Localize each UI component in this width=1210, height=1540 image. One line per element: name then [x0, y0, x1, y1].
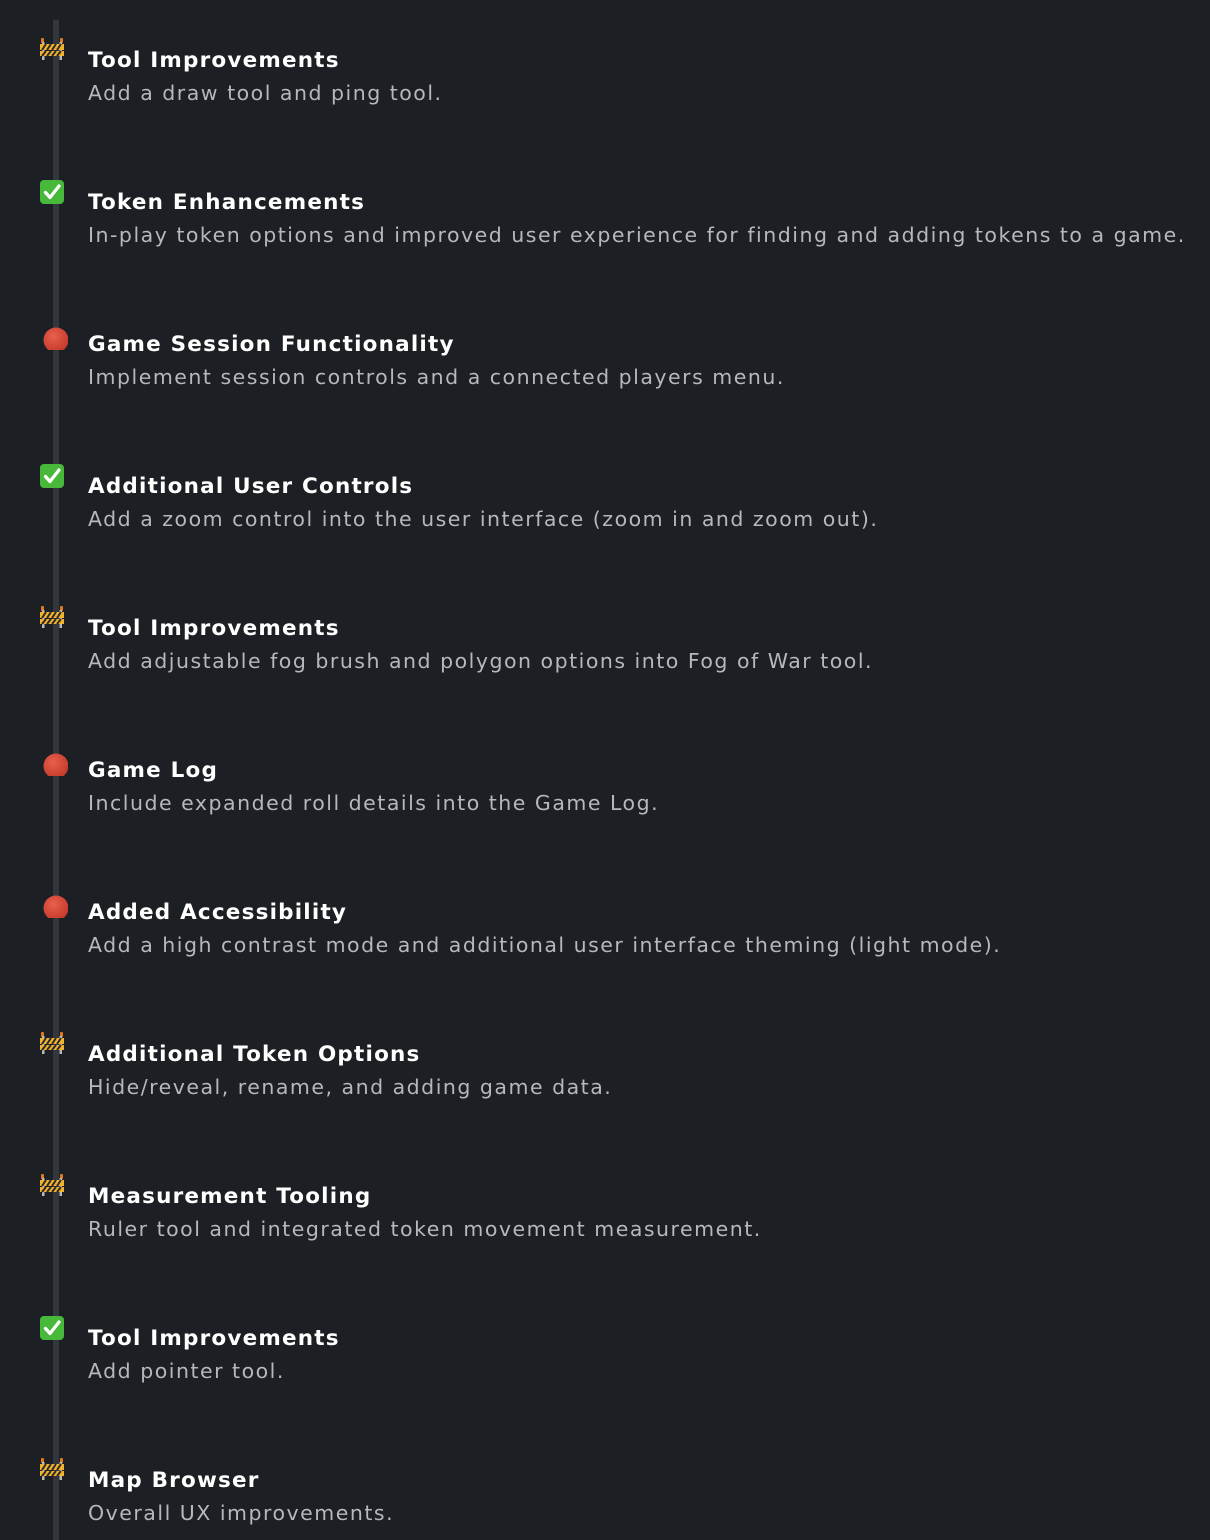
roadmap-item: [0, 1024, 1210, 1144]
construction-barrier-icon: [38, 604, 68, 634]
roadmap-item: [0, 882, 1210, 1002]
item-description: Add adjustable fog brush and polygon options into Fog of War tool.: [88, 649, 874, 673]
roadmap-item: [0, 598, 1210, 718]
construction-barrier-icon: [38, 1172, 68, 1202]
item-title: Tool Improvements: [88, 1326, 340, 1351]
item-title: Additional Token Options: [88, 1042, 421, 1067]
item-description: Overall UX improvements.: [88, 1501, 395, 1525]
item-title: Measurement Tooling: [88, 1184, 372, 1209]
check-mark-icon: [38, 1314, 68, 1344]
construction-barrier-icon: [38, 1030, 68, 1060]
roadmap-item: [0, 1166, 1210, 1286]
roadmap-item: [0, 456, 1210, 576]
roadmap-item: [0, 172, 1210, 292]
check-mark-icon: [38, 462, 68, 492]
construction-barrier-icon: [38, 1456, 68, 1486]
item-title: Map Browser: [88, 1468, 260, 1493]
item-title: Added Accessibility: [88, 900, 348, 925]
item-description: Add pointer tool.: [88, 1359, 285, 1383]
red-circle-icon: [38, 320, 68, 350]
item-description: Include expanded roll details into the Game Log.: [88, 791, 660, 815]
item-title: Game Session Functionality: [88, 332, 455, 357]
red-circle-icon: [38, 746, 68, 776]
item-title: Token Enhancements: [88, 190, 366, 215]
item-title: Tool Improvements: [88, 48, 340, 73]
item-description: Add a high contrast mode and additional user interface theming (light mode).: [88, 933, 1002, 957]
item-title: Additional User Controls: [88, 474, 414, 499]
roadmap-item: [0, 30, 1210, 150]
item-description: In-play token options and improved user experience for finding and adding tokens to a game.: [88, 223, 1186, 247]
item-title: Tool Improvements: [88, 616, 340, 641]
item-description: Implement session controls and a connected players menu.: [88, 365, 785, 389]
roadmap-item: [0, 740, 1210, 860]
item-description: Hide/reveal, rename, and adding game data.: [88, 1075, 613, 1099]
item-description: Add a zoom control into the user interface (zoom in and zoom out).: [88, 507, 879, 531]
roadmap-item: [0, 314, 1210, 434]
roadmap-item: [0, 1308, 1210, 1428]
item-description: Ruler tool and integrated token movement measurement.: [88, 1217, 762, 1241]
construction-barrier-icon: [38, 36, 68, 66]
item-title: Game Log: [88, 758, 219, 783]
check-mark-icon: [38, 178, 68, 208]
red-circle-icon: [38, 888, 68, 918]
item-description: Add a draw tool and ping tool.: [88, 81, 443, 105]
roadmap-item: [0, 1450, 1210, 1540]
